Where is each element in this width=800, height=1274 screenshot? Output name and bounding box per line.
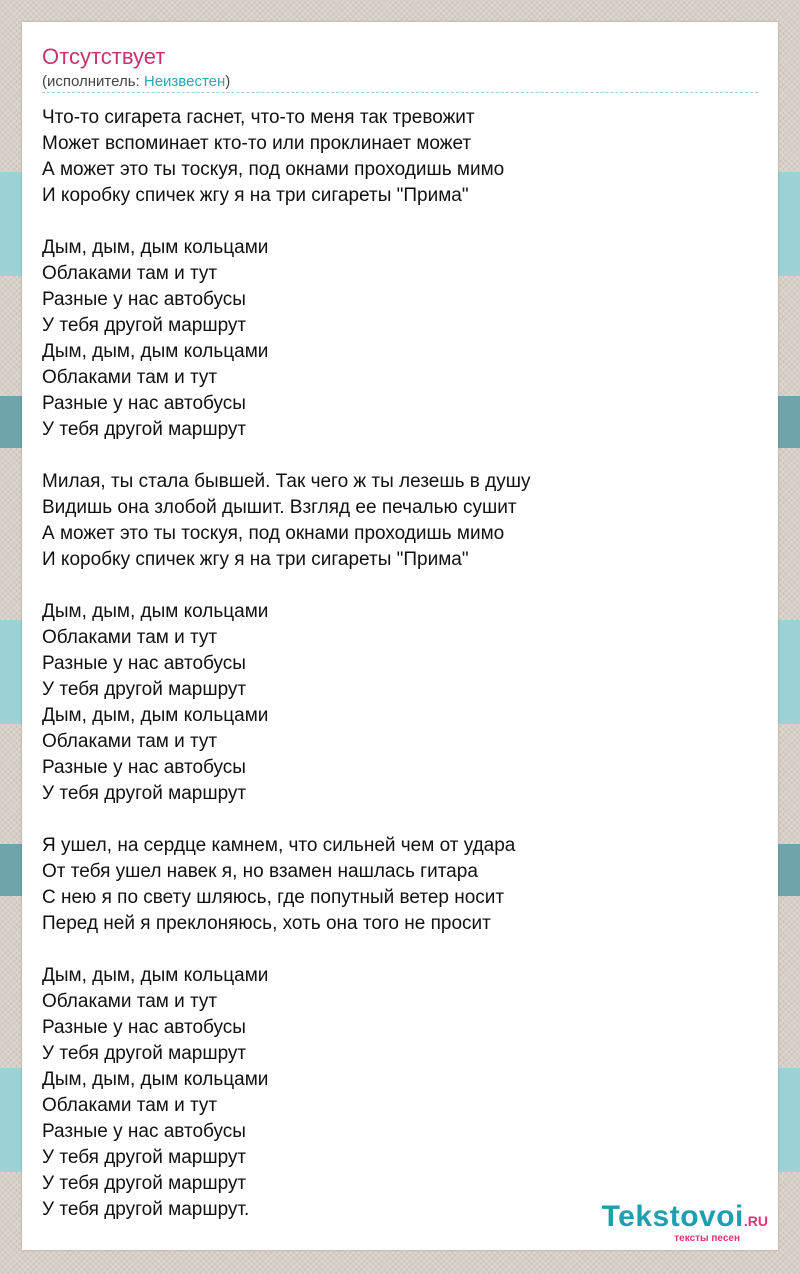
lyrics-line: У тебя другой маршрут xyxy=(42,1043,247,1064)
lyrics-card xyxy=(22,22,778,1250)
lyrics-line: Разные у нас автобусы xyxy=(42,757,246,778)
lyrics-line: Милая, ты стала бывшей. Так чего ж ты лезешь в душу xyxy=(42,471,531,492)
lyrics-stanza xyxy=(42,833,762,937)
lyrics-line: Облаками там и тут xyxy=(42,263,218,284)
lyrics-line: Разные у нас автобусы xyxy=(42,653,246,674)
title-divider xyxy=(42,92,758,93)
lyrics-line: Я ушел, на сердце камнем, что сильней чем от удара xyxy=(42,835,516,856)
lyrics-line: Облаками там и тут xyxy=(42,367,218,388)
lyrics-line: Дым, дым, дым кольцами xyxy=(42,601,269,622)
lyrics-stanza xyxy=(42,963,762,1223)
lyrics-line: Дым, дым, дым кольцами xyxy=(42,1069,269,1090)
lyrics-line: С нею я по свету шляюсь, где попутный ветер носит xyxy=(42,887,505,908)
lyrics-line: Облаками там и тут xyxy=(42,627,218,648)
performer-line xyxy=(42,72,230,92)
lyrics-line: Дым, дым, дым кольцами xyxy=(42,341,269,362)
lyrics-line: Видишь она злобой дышит. Взгляд ее печалью сушит xyxy=(42,497,517,518)
lyrics-line: Разные у нас автобусы xyxy=(42,1121,246,1142)
logo-tagline: тексты песен xyxy=(674,1233,740,1244)
lyrics-line: Дым, дым, дым кольцами xyxy=(42,705,269,726)
lyrics-line: Облаками там и тут xyxy=(42,991,218,1012)
lyrics-text xyxy=(42,105,762,1249)
lyrics-line: От тебя ушел навек я, но взамен нашлась гитара xyxy=(42,861,478,882)
lyrics-line: У тебя другой маршрут. xyxy=(42,1199,250,1220)
lyrics-line: Может вспоминает кто-то или проклинает может xyxy=(42,133,472,154)
lyrics-line: У тебя другой маршрут xyxy=(42,315,247,336)
lyrics-line: У тебя другой маршрут xyxy=(42,1173,247,1194)
lyrics-stanza xyxy=(42,235,762,443)
lyrics-line: У тебя другой маршрут xyxy=(42,1147,247,1168)
lyrics-line: Что-то сигарета гаснет, что-то меня так тревожит xyxy=(42,107,475,128)
lyrics-line: У тебя другой маршрут xyxy=(42,679,247,700)
lyrics-line: У тебя другой маршрут xyxy=(42,419,247,440)
lyrics-line: Дым, дым, дым кольцами xyxy=(42,237,269,258)
lyrics-line: Дым, дым, дым кольцами xyxy=(42,965,269,986)
lyrics-stanza xyxy=(42,599,762,807)
lyrics-line: У тебя другой маршрут xyxy=(42,783,247,804)
lyrics-stanza xyxy=(42,105,762,209)
site-logo[interactable] xyxy=(602,1201,768,1244)
lyrics-line: Разные у нас автобусы xyxy=(42,1017,246,1038)
logo-tld: .RU xyxy=(743,1213,768,1229)
logo-name: Tekstovoi xyxy=(601,1200,744,1233)
lyrics-line: А может это ты тоскуя, под окнами проходишь мимо xyxy=(42,523,505,544)
lyrics-line: И коробку спичек жгу я на три сигареты "Прима" xyxy=(42,185,469,206)
lyrics-stanza xyxy=(42,469,762,573)
lyrics-line: Разные у нас автобусы xyxy=(42,393,246,414)
lyrics-line: И коробку спичек жгу я на три сигареты "Прима" xyxy=(42,549,469,570)
lyrics-line: Облаками там и тут xyxy=(42,731,218,752)
song-title: Отсутствует xyxy=(42,44,166,69)
lyrics-line: Разные у нас автобусы xyxy=(42,289,246,310)
lyrics-line: Перед ней я преклоняюсь, хоть она того не просит xyxy=(42,913,491,934)
performer-link[interactable]: Неизвестен xyxy=(143,73,226,90)
lyrics-line: Облаками там и тут xyxy=(42,1095,218,1116)
performer-prefix: (исполнитель: xyxy=(42,73,144,90)
lyrics-line: А может это ты тоскуя, под окнами проходишь мимо xyxy=(42,159,505,180)
performer-suffix: ) xyxy=(225,73,231,90)
